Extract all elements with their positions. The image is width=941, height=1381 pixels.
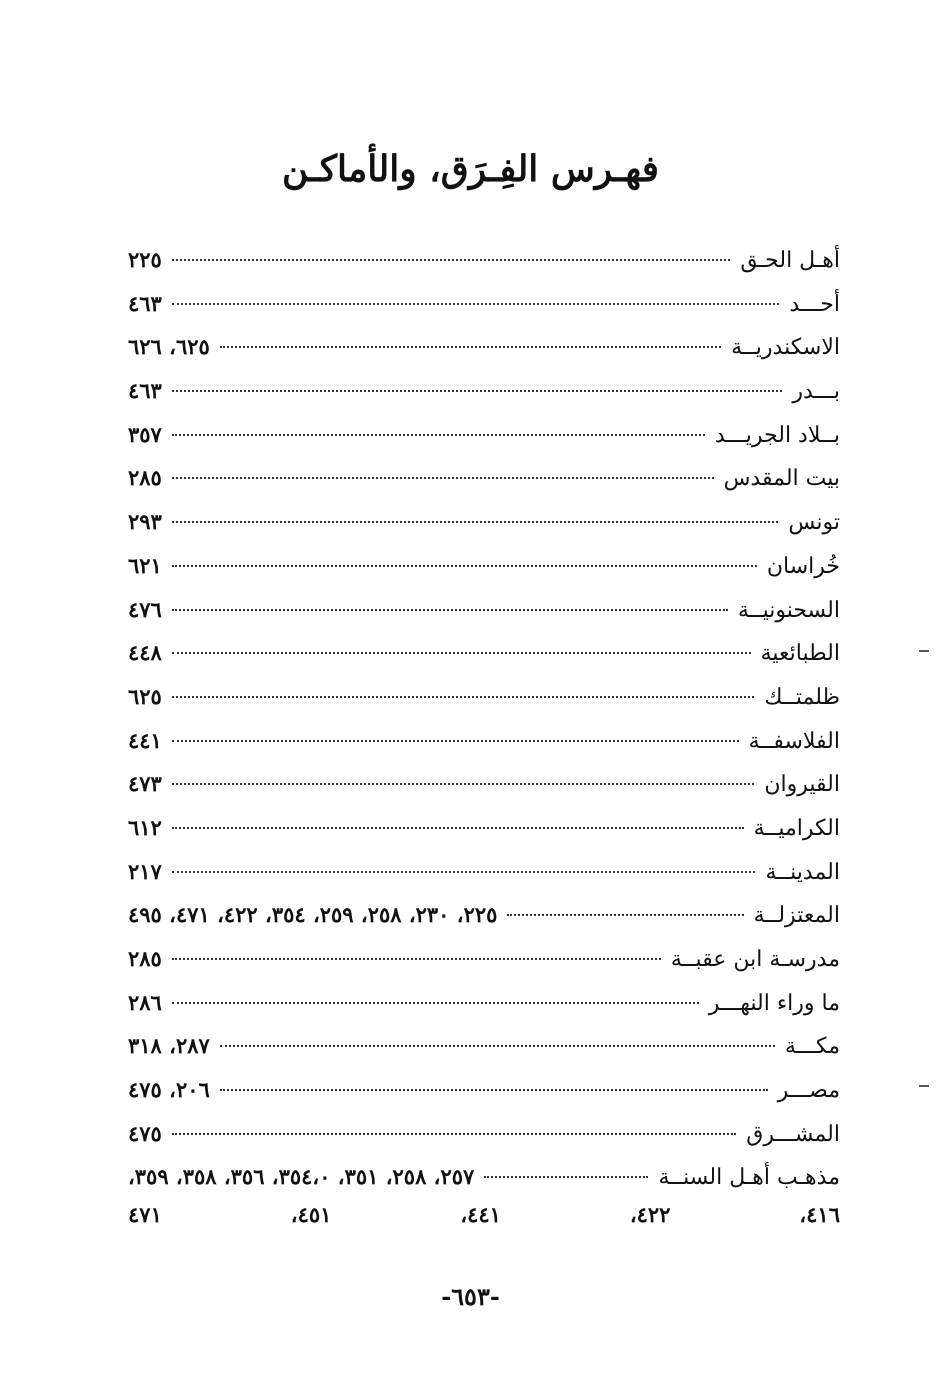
dot-leader — [172, 696, 755, 698]
index-entry — [128, 1024, 840, 1068]
dot-leader — [172, 390, 783, 392]
dot-leader — [484, 1176, 648, 1178]
continuation-page: ٤٧١ — [128, 1202, 162, 1227]
dot-leader — [172, 259, 731, 261]
entry-name: مذهـب أهـل السنــة — [658, 1165, 840, 1191]
entry-pages: ٤٤١ — [128, 727, 162, 753]
page-title: فهـرس الفِـرَق، والأماكـن — [281, 148, 660, 190]
dot-leader — [172, 521, 778, 523]
dot-leader — [220, 1045, 775, 1047]
entry-name: أحـــد — [789, 291, 840, 317]
index-entry — [128, 500, 840, 544]
dot-leader — [172, 609, 728, 611]
index-entry — [128, 238, 840, 282]
entry-pages: ٤٧٦ — [128, 596, 162, 622]
dot-leader — [220, 346, 721, 348]
index-entry — [128, 631, 840, 675]
entry-pages: ٢٨٥ — [128, 465, 162, 491]
continuation-page: ٤٢٢، — [629, 1202, 671, 1227]
dot-leader — [172, 434, 705, 436]
dot-leader — [172, 1002, 699, 1004]
index-entry — [128, 806, 840, 850]
entry-pages: ٦٢٥ — [128, 683, 162, 709]
dot-leader — [172, 565, 757, 567]
entry-pages: ٤٧٥ — [128, 1120, 162, 1146]
entry-pages: ٤٤٨ — [128, 640, 162, 666]
entry-name: تونس — [788, 510, 840, 536]
entry-name: المدينــة — [765, 859, 840, 885]
index-entry — [128, 762, 840, 806]
entry-name: ظلمتــك — [764, 684, 840, 710]
continuation-line — [128, 1198, 840, 1232]
index-entry — [128, 588, 840, 632]
entry-pages: ٢١٧ — [128, 858, 162, 884]
entry-pages: ٣٥٧ — [128, 421, 162, 447]
dot-leader — [172, 303, 780, 305]
entry-name: الفلاسفــة — [748, 728, 840, 754]
entry-name: بــلاد الجريـــد — [714, 422, 840, 448]
entry-pages: ٢٨٦ — [128, 989, 162, 1015]
entry-name: السحنونيــة — [737, 597, 840, 623]
entry-pages: ٦٢١ — [128, 552, 162, 578]
index-entry — [128, 544, 840, 588]
entry-pages: ٢٢٥، ٢٣٠، ٢٥٨، ٢٥٩، ٣٥٤، ٤٢٢، ٤٧١، ٤٩٥ — [128, 902, 498, 928]
entry-name: المعتزلــة — [753, 903, 840, 929]
dot-leader — [507, 914, 743, 916]
margin-mark — [919, 1085, 929, 1087]
entry-name: القيروان — [764, 772, 840, 798]
entry-pages: ٤٦٣ — [128, 378, 162, 404]
entry-pages: ٦٢٥، ٦٢٦ — [128, 334, 210, 360]
entry-name: الطبائعية — [760, 641, 840, 667]
entry-name: مدرسـة ابن عقبــة — [670, 947, 840, 972]
index-entry — [128, 981, 840, 1025]
dot-leader — [172, 827, 744, 829]
index-entry — [128, 893, 840, 937]
index-entry — [128, 937, 840, 981]
entry-pages: ٢٠٦، ٤٧٥ — [128, 1077, 210, 1103]
index-entry — [128, 413, 840, 457]
entry-pages: ٢٨٥ — [128, 946, 162, 971]
entry-name: خُراسان — [766, 553, 840, 579]
entry-pages: ٦١٢ — [128, 814, 162, 840]
index-entry — [128, 850, 840, 894]
dot-leader — [172, 871, 756, 873]
dot-leader — [172, 740, 739, 742]
entry-name: الاسكندريــة — [731, 335, 840, 361]
index-entry — [128, 1112, 840, 1156]
entry-name: بـــدر — [792, 379, 840, 405]
entry-pages: ٤٧٣ — [128, 771, 162, 797]
continuation-page: ٤١٦، — [799, 1202, 840, 1227]
dot-leader — [172, 1133, 736, 1135]
continuation-page: ٤٥١، — [290, 1202, 332, 1227]
index-entry — [128, 456, 840, 500]
entry-pages: ٢٩٣ — [128, 509, 162, 535]
page-number: -٦٥٣- — [441, 1282, 500, 1311]
entry-name: المشـــرق — [746, 1121, 840, 1147]
entry-name: مصـــر — [777, 1078, 840, 1104]
index-entry — [128, 369, 840, 413]
continuation-page: ٤٤١، — [460, 1202, 501, 1227]
index-entry — [128, 1068, 840, 1112]
index-entries — [128, 238, 840, 1199]
index-entry — [128, 675, 840, 719]
entry-name: مكـــة — [784, 1034, 840, 1060]
entry-pages: ٢٨٧، ٣١٨ — [128, 1033, 210, 1059]
entry-pages: ٢٢٥ — [128, 247, 162, 272]
entry-name: ما وراء النهـــر — [708, 990, 840, 1016]
index-entry — [128, 282, 840, 326]
dot-leader — [172, 477, 714, 479]
dot-leader — [172, 958, 661, 960]
entry-name: الكراميــة — [753, 815, 840, 841]
index-entry — [128, 325, 840, 369]
entry-pages: ٢٥٧، ٢٥٨، ٣٥١، ٣٥٤،٠، ٣٥٦، ٣٥٨، ٣٥٩، — [128, 1164, 475, 1190]
entry-pages: ٤٦٣ — [128, 290, 162, 316]
dot-leader — [172, 783, 755, 785]
dot-leader — [220, 1089, 768, 1091]
index-entry — [128, 1155, 840, 1199]
margin-mark — [919, 650, 929, 652]
entry-name: أهـل الحـق — [740, 248, 840, 273]
dot-leader — [172, 652, 751, 654]
entry-name: بيت المقدس — [723, 466, 840, 492]
index-entry — [128, 719, 840, 763]
